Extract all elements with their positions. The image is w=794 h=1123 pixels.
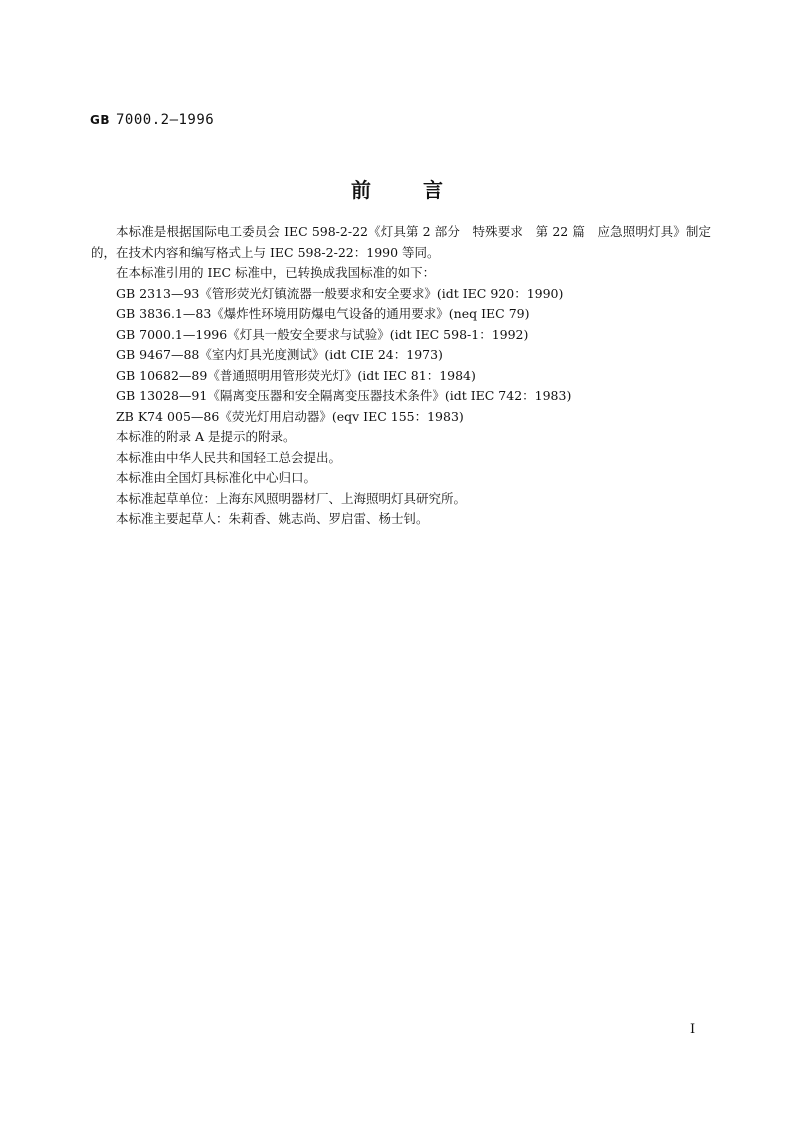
reference-item: GB 9467—88《室内灯具光度测试》(idt CIE 24：1973) <box>116 347 443 362</box>
reference-item: ZB K74 005—86《荧光灯用启动器》(eqv IEC 155：1983) <box>116 408 464 424</box>
closing-line: 本标准主要起草人：朱莉香、姚志尚、罗启雷、杨士钊。 <box>116 511 429 526</box>
reference-item: GB 13028—91《隔离变压器和安全隔离变压器技术条件》(idt IEC 742：1983) <box>116 388 572 403</box>
standard-prefix: GB <box>90 113 110 127</box>
reference-item: GB 3836.1—83《爆炸性环境用防爆电气设备的通用要求》(neq IEC 79) <box>116 306 530 321</box>
foreword-paragraph: 本标准是根据国际电工委员会 IEC 598-2-22《灯具第 2 部分 特殊要求 第 22 篇 应急照明灯具》制定的，在技术内容和编写格式上与 IEC 598-2-22：1990 等同。 <box>91 224 711 260</box>
closing-line: 本标准由中华人民共和国轻工总会提出。 <box>116 449 342 465</box>
reference-list <box>91 284 711 428</box>
standard-number: 7000.2—1996 <box>116 112 215 128</box>
closing-line: 本标准的附录 A 是提示的附录。 <box>116 429 296 444</box>
closing-statements <box>91 427 711 530</box>
standard-code <box>90 112 214 128</box>
reference-item: GB 7000.1—1996《灯具一般安全要求与试验》(idt IEC 598-1：1992) <box>116 326 529 342</box>
page-number: I <box>690 1022 696 1037</box>
closing-line: 本标准由全国灯具标准化中心归口。 <box>116 470 317 485</box>
reference-item: GB 10682—89《普通照明用管形荧光灯》(idt IEC 81：1984) <box>116 367 476 383</box>
reference-item: GB 2313—93《管形荧光灯镇流器一般要求和安全要求》(idt IEC 920：1990) <box>116 285 564 301</box>
page-title: 前言 <box>351 178 495 202</box>
foreword-body <box>91 222 711 530</box>
foreword-paragraph: 在本标准引用的 IEC 标准中，已转换成我国标准的如下： <box>116 265 436 280</box>
closing-line: 本标准起草单位：上海东风照明器材厂、上海照明灯具研究所。 <box>116 490 467 506</box>
